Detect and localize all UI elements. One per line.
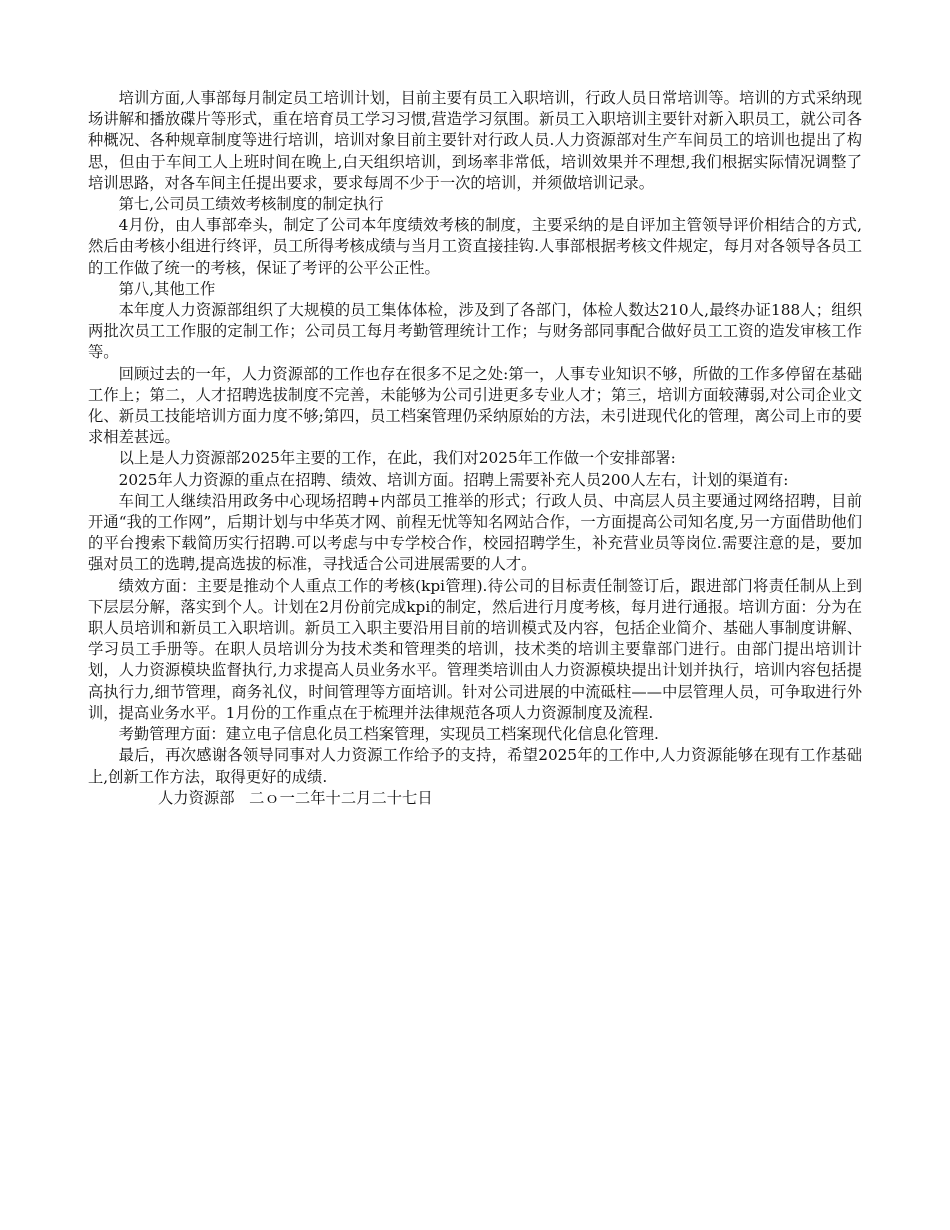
- heading-section-7: 第七,公司员工绩效考核制度的制定执行: [118, 195, 384, 214]
- signature-line: 人力资源部 二ｏ一二年十二月二十七日: [158, 788, 433, 807]
- paragraph-performance-training-plan: 绩效方面：主要是推动个人重点工作的考核(kpi管理).待公司的目标责任制签订后，跟进部门将责任制从上到下层层分解，落实到个人。计划在2月份前完成kpi的制定，然后进行月度考核，每月进行通报。培训方面：分为在职人员培训和新员工入职培训。新员工入职主要沿用目前的培训模式及内容，包括企业简介、基础人事制度讲解、学习员工手册等。在职人员培训分为技术类和管理类的培训，技术类的培训主要靠部门进行。由部门提出培训计划，人力资源模块监督执行,力求提高人员业务水平。管理类培训由人力资源模块提出计划并执行，培训内容包括提高执行力,细节管理，商务礼仪，时间管理等方面培训。针对公司进展的中流砥柱——中层管理人员，可争取进行外训，提高业务水平。1月份的工作重点在于梳理并法律规范各项人力资源制度及流程.: [88, 576, 862, 722]
- paragraph-closing: 最后，再次感谢各领导同事对人力资源工作给予的支持，希望2025年的工作中,人力资源能够在现有工作基础上,创新工作方法，取得更好的成绩.: [88, 746, 862, 786]
- paragraph-plan-intro: 以上是人力资源部2025年主要的工作，在此，我们对2025年工作做一个安排部署:: [118, 449, 676, 468]
- paragraph-attendance: 考勤管理方面：建立电子信息化员工档案管理，实现员工档案现代化信息化管理.: [118, 725, 659, 744]
- paragraph-training: 培训方面,人事部每月制定员工培训计划，目前主要有员工入职培训，行政人员日常培训等。培训的方式采纳现场讲解和播放碟片等形式，重在培育员工学习习惯,营造学习氛围。新员工入职培训主要针对新入职员工，就公司各种概况、各种规章制度等进行培训，培训对象目前主要针对行政人员.人力资源部对生产车间员工的培训也提出了构思，但由于车间工人上班时间在晚上,白天组织培训，到场率非常低，培训效果并不理想,我们根据实际情况调整了培训思路，对各车间主任提出要求，要求每周不少于一次的培训，并须做培训记录。: [88, 89, 862, 192]
- paragraph-other-work: 本年度人力资源部组织了大规模的员工集体体检，涉及到了各部门，体检人数达210人,最终办证188人；组织两批次员工工作服的定制工作；公司员工每月考勤管理统计工作；与财务部同事配合做好员工工资的造发审核工作等。: [88, 301, 862, 362]
- paragraph-recruitment-channels: 车间工人继续沿用政务中心现场招聘+内部员工推举的形式；行政人员、中高层人员主要通过网络招聘，目前开通“我的工作网”，后期计划与中华英才网、前程无忧等知名网站合作，一方面提高公司知名度,另一方面借助他们的平台搜索下载简历实行招聘.可以考虑与中专学校合作，校园招聘学生，补充营业员等岗位.需要注意的是，要加强对员工的选聘,提高选拔的标准，寻找适合公司进展需要的人才。: [88, 491, 862, 574]
- paragraph-performance-review: 4月份，由人事部牵头，制定了公司本年度绩效考核的制度，主要采纳的是自评加主管领导评价相结合的方式,然后由考核小组进行终评，员工所得考核成绩与当月工资直接挂钩.人事部根据考核文件规定，每月对各领导各员工的工作做了统一的考核，保证了考评的公平公正性。: [88, 216, 862, 277]
- heading-section-8: 第八,其他工作: [118, 279, 216, 298]
- document-body: [88, 88, 862, 809]
- paragraph-plan-focus: 2025年人力资源的重点在招聘、绩效、培训方面。招聘上需要补充人员200人左右，计划的渠道有:: [118, 470, 789, 489]
- paragraph-shortcomings: 回顾过去的一年，人力资源部的工作也存在很多不足之处:第一，人事专业知识不够，所做的工作多停留在基础工作上；第二，人才招聘选拔制度不完善，未能够为公司引进更多专业人才；第三，培训方面较薄弱,对公司企业文化、新员工技能培训方面力度不够;第四，员工档案管理仍采纳原始的方法，未引进现代化的管理，离公司上市的要求相差甚远。: [88, 364, 862, 447]
